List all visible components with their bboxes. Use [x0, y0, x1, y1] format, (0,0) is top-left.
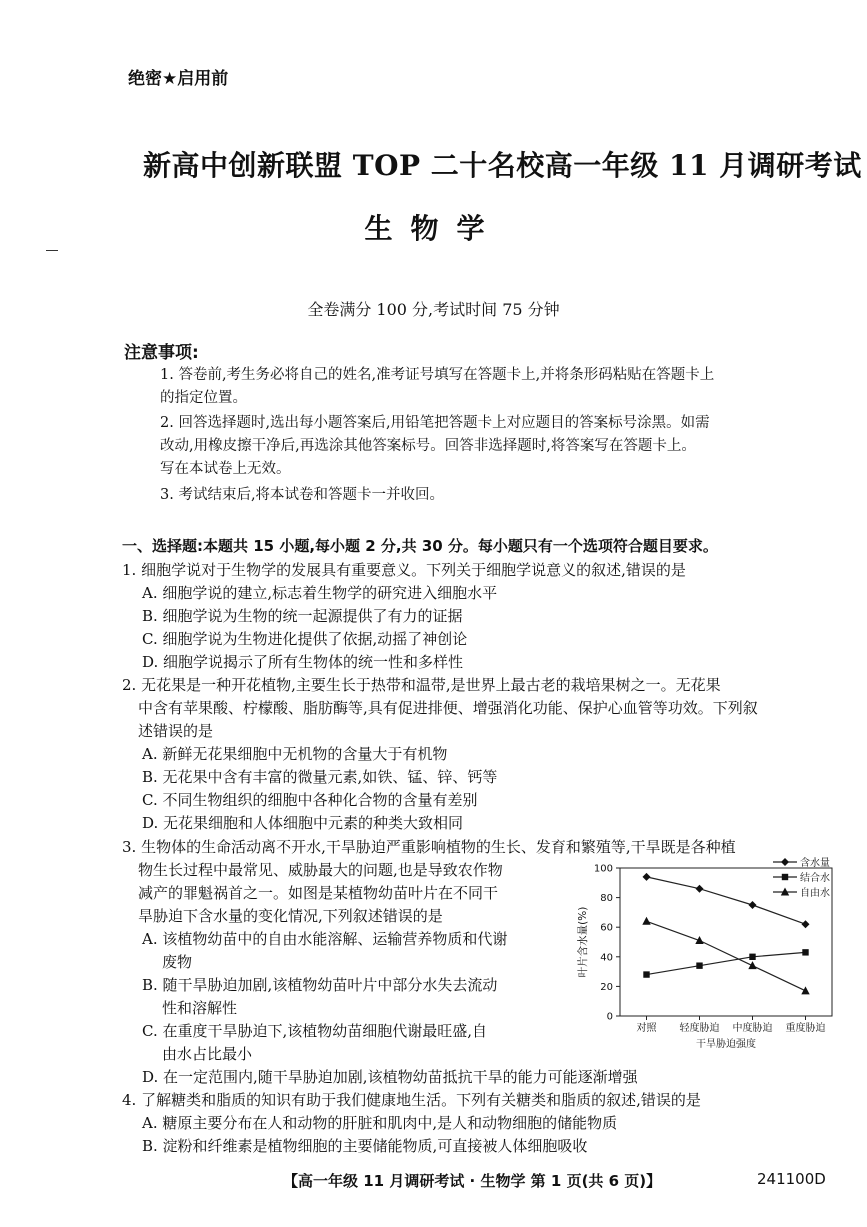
data-point [749, 954, 755, 960]
data-point [642, 917, 650, 925]
question-1-stem: 1. 细胞学说对于生物学的发展具有重要意义。下列关于细胞学说意义的叙述,错误的是 [122, 561, 686, 579]
q3-option-a: A. 该植物幼苗中的自由水能溶解、运输营养物质和代谢 [142, 930, 508, 948]
q4-option-a: A. 糖原主要分布在人和动物的肝脏和肌肉中,是人和动物细胞的储能物质 [142, 1114, 618, 1132]
x-tick-label: 重度胁迫 [785, 1023, 826, 1034]
q2-option-c: C. 不同生物组织的细胞中各种化合物的含量有差别 [142, 791, 478, 809]
y-axis-label: 叶片含水量(%) [577, 906, 589, 978]
legend-label: 结合水 [800, 873, 830, 884]
q3-option-d: D. 在一定范围内,随干旱胁迫加剧,该植物幼苗抵抗干旱的能力可能逐渐增强 [142, 1068, 638, 1086]
notice-line: 改动,用橡皮擦干净后,再选涂其他答案标号。回答非选择题时,将答案写在答题卡上。 [160, 438, 696, 454]
data-point [802, 920, 810, 928]
exam-title: 新高中创新联盟 TOP 二十名校高一年级 11 月调研考试 [143, 149, 862, 182]
score-info: 全卷满分 100 分,考试时间 75 分钟 [307, 300, 560, 319]
q1-option-c: C. 细胞学说为生物进化提供了依据,动摇了神创论 [142, 630, 468, 648]
y-tick-label: 60 [600, 922, 613, 934]
q3-option-b: B. 随干旱胁迫加剧,该植物幼苗叶片中部分水失去流动 [142, 976, 498, 994]
q2-option-d: D. 无花果细胞和人体细胞中元素的种类大致相同 [142, 814, 464, 832]
q3-option-b-cont: 性和溶解性 [162, 999, 238, 1017]
question-2-stem: 述错误的是 [138, 722, 214, 740]
q1-option-a: A. 细胞学说的建立,标志着生物学的研究进入细胞水平 [142, 584, 498, 602]
secret-label: 绝密★启用前 [128, 69, 229, 89]
data-point [802, 949, 808, 955]
question-3-stem: 物生长过程中最常见、威胁最大的问题,也是导致农作物 [138, 861, 503, 879]
data-point [696, 885, 704, 893]
series-line [647, 952, 806, 974]
q3-option-a-cont: 废物 [162, 953, 193, 971]
y-tick-label: 80 [600, 893, 613, 905]
q3-option-c-cont: 由水占比最小 [162, 1045, 253, 1063]
y-tick-label: 100 [593, 863, 613, 875]
x-axis-label: 干旱胁迫强度 [696, 1039, 756, 1050]
legend-marker [782, 874, 788, 880]
legend-label: 自由水 [800, 888, 830, 899]
question-3-stem: 3. 生物体的生命活动离不开水,干旱胁迫严重影响植物的生长、发育和繁殖等,干旱既是各种植 [122, 838, 736, 856]
question-2-stem: 2. 无花果是一种开花植物,主要生长于热带和温带,是世界上最古老的栽培果树之一。无花果 [122, 676, 721, 694]
question-4-stem: 4. 了解糖类和脂质的知识有助于我们健康地生活。下列有关糖类和脂质的叙述,错误的是 [122, 1091, 701, 1109]
notice-line: 3. 考试结束后,将本试卷和答题卡一并收回。 [160, 487, 445, 503]
water-content-chart [570, 856, 845, 1066]
y-tick-label: 40 [600, 952, 613, 964]
question-2-stem: 中含有苹果酸、柠檬酸、脂肪酶等,具有促进排便、增强消化功能、保护心血管等功效。下列叙 [138, 699, 758, 717]
page-footer: 【高一年级 11 月调研考试 · 生物学 第 1 页(共 6 页)】 [283, 1172, 662, 1190]
question-3-stem: 减产的罪魁祸首之一。如图是某植物幼苗叶片在不同干 [138, 884, 499, 902]
data-point [748, 961, 756, 969]
question-3-stem: 旱胁迫下含水量的变化情况,下列叙述错误的是 [138, 907, 443, 925]
data-point [643, 971, 649, 977]
data-point [696, 962, 702, 968]
x-tick-label: 对照 [636, 1023, 657, 1034]
subject-title: 生物学 [364, 212, 503, 245]
x-tick-label: 轻度胁迫 [679, 1023, 720, 1034]
margin-mark [46, 250, 58, 251]
data-point [801, 986, 809, 994]
legend-marker [781, 858, 789, 866]
notice-line: 的指定位置。 [160, 390, 247, 406]
legend-label: 含水量 [800, 858, 830, 869]
notice-line: 写在本试卷上无效。 [160, 461, 291, 477]
q1-option-d: D. 细胞学说揭示了所有生物体的统一性和多样性 [142, 653, 464, 671]
q4-option-b: B. 淀粉和纤维素是植物细胞的主要储能物质,可直接被人体细胞吸收 [142, 1137, 588, 1155]
exam-code: 241100D [757, 1170, 826, 1188]
notice-line: 2. 回答选择题时,选出每小题答案后,用铅笔把答题卡上对应题目的答案标号涂黑。如需 [160, 415, 710, 431]
q1-option-b: B. 细胞学说为生物的统一起源提供了有力的证据 [142, 607, 463, 625]
q3-option-c: C. 在重度干旱胁迫下,该植物幼苗细胞代谢最旺盛,自 [142, 1022, 488, 1040]
series-line [647, 877, 806, 924]
x-tick-label: 中度胁迫 [732, 1023, 773, 1034]
q2-option-a: A. 新鲜无花果细胞中无机物的含量大于有机物 [142, 745, 448, 763]
series-line [647, 921, 806, 991]
data-point [643, 873, 651, 881]
notice-line: 1. 答卷前,考生务必将自己的姓名,准考证号填写在答题卡上,并将条形码粘贴在答题卡上 [160, 367, 715, 383]
q2-option-b: B. 无花果中含有丰富的微量元素,如铁、锰、锌、钙等 [142, 768, 498, 786]
section-heading: 一、选择题:本题共 15 小题,每小题 2 分,共 30 分。每小题只有一个选项符合题目要求。 [122, 537, 718, 555]
data-point [749, 901, 757, 909]
y-tick-label: 20 [600, 981, 613, 993]
y-tick-label: 0 [606, 1011, 613, 1023]
notice-heading: 注意事项: [124, 343, 199, 363]
